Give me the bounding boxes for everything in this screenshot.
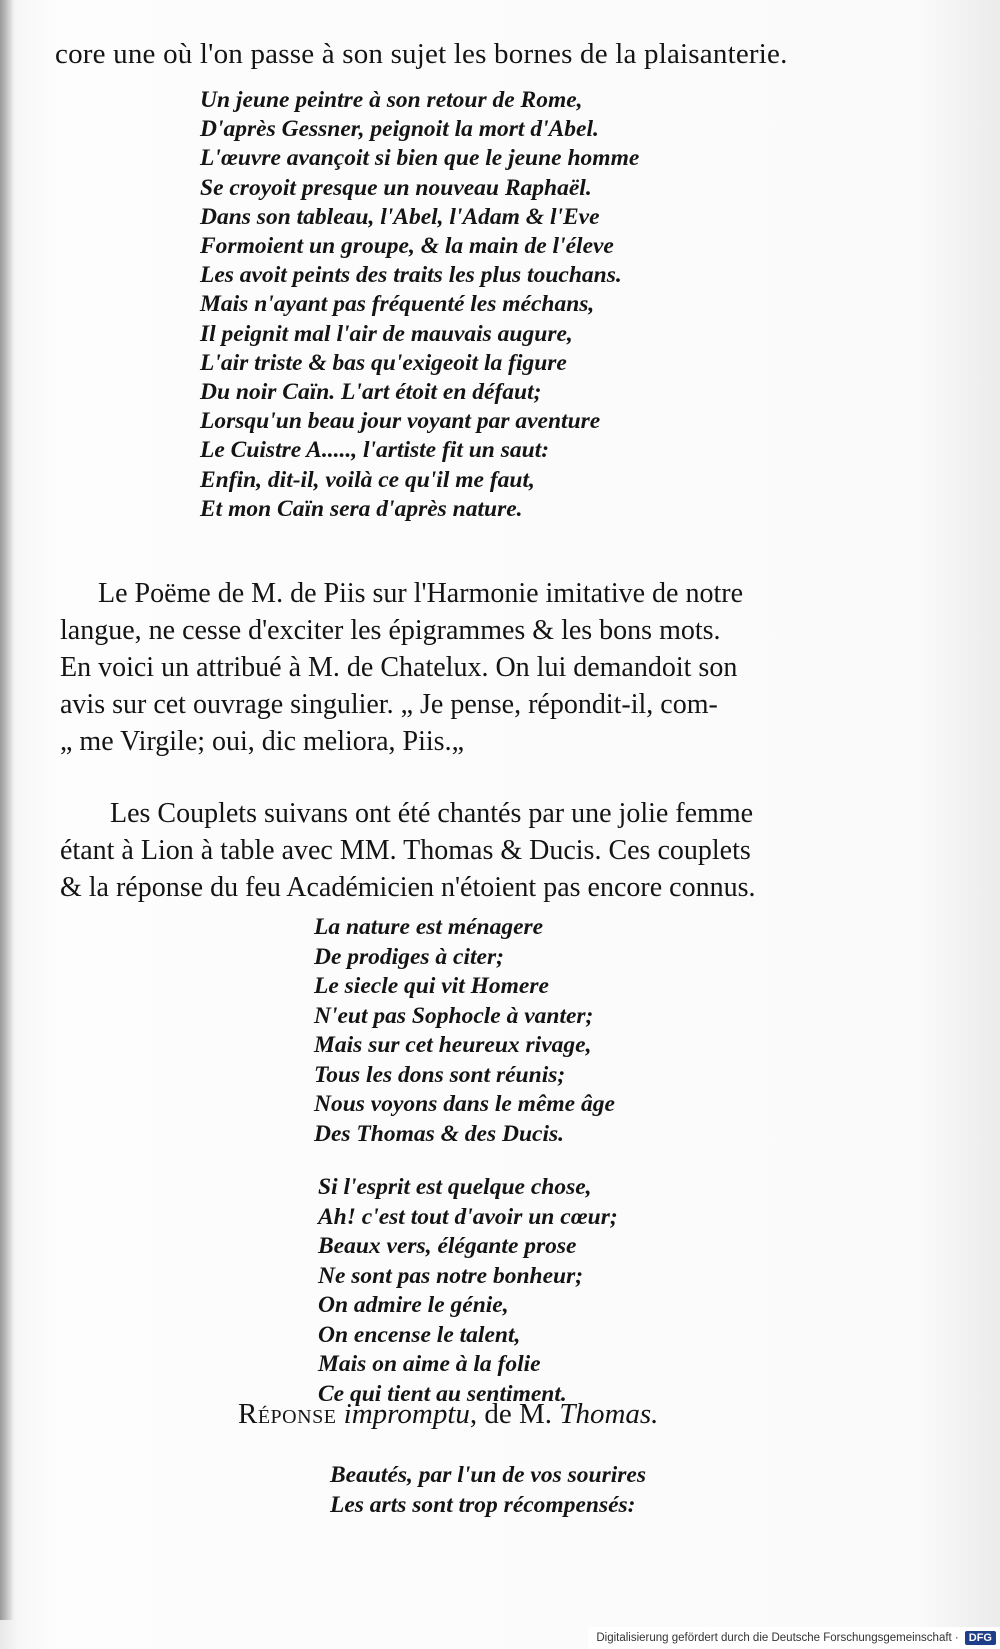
verse-line: Lorsqu'un beau jour voyant par aventure <box>200 408 601 435</box>
prose-line: Les Couplets suivans ont été chantés par une jolie femme <box>110 798 754 829</box>
prose-line: avis sur cet ouvrage singulier. „ Je pense, répondit-il, com- <box>60 689 718 720</box>
verse-line: Le Cuistre A....., l'artiste fit un saut: <box>200 437 550 464</box>
prose-line: En voici un attribué à M. de Chatelux. On lui demandoit son <box>60 652 738 683</box>
verse-line: On admire le génie, <box>318 1292 509 1318</box>
verse-line: Les arts sont trop récompensés: <box>330 1492 636 1518</box>
prose-line: „ me Virgile; oui, dic meliora, Piis.„ <box>60 726 464 757</box>
verse-line: On encense le talent, <box>318 1321 521 1348</box>
heading-word-impromptu: impromptu <box>343 1398 470 1430</box>
verse-line: Se croyoit presque un nouveau Raphaël. <box>200 174 592 201</box>
verse-line: Formoient un groupe, & la main de l'éleve <box>200 233 614 260</box>
verse-line: Si l'esprit est quelque chose, <box>318 1174 592 1200</box>
verse-line: Il peignit mal l'air de mauvais augure, <box>200 320 573 347</box>
paragraph-piis <box>60 575 960 760</box>
response-heading <box>238 1398 658 1431</box>
verse-line: D'après Gessner, peignoit la mort d'Abel. <box>200 116 599 143</box>
heading-author-name: Thomas. <box>559 1398 659 1430</box>
verse-line: Mais n'ayant pas fréquenté les méchans, <box>200 291 595 318</box>
prose-line: & la réponse du feu Académicien n'étoient pas encore connus. <box>60 872 756 903</box>
verse-line: Mais on aime à la folie <box>318 1351 541 1377</box>
prose-line: Le Poëme de M. de Piis sur l'Harmonie imitative de notre <box>98 578 744 609</box>
verse-line: Des Thomas & des Ducis. <box>314 1120 565 1147</box>
verse-line: Nous voyons dans le même âge <box>314 1091 615 1117</box>
verse-line: Ce qui tient au sentiment. <box>318 1380 567 1407</box>
footer-credit-text: Digitalisierung gefördert durch die Deutsche Forschungsgemeinschaft · <box>596 1632 959 1644</box>
verse-response <box>330 1460 646 1520</box>
dfg-logo-icon: DFG <box>965 1631 996 1645</box>
verse-line: Ah! c'est tout d'avoir un cœur; <box>318 1203 618 1230</box>
verse-line: Et mon Caïn sera d'après nature. <box>200 495 523 522</box>
verse-line: L'air triste & bas qu'exigeoit la figure <box>200 349 567 376</box>
verse-couplet-1 <box>314 913 615 1149</box>
verse-line: Un jeune peintre à son retour de Rome, <box>200 87 583 113</box>
verse-line: Le siecle qui vit Homere <box>314 973 549 999</box>
verse-line: De prodiges à citer; <box>314 943 504 970</box>
verse-couplet-2 <box>318 1173 618 1409</box>
verse-line: Du noir Caïn. L'art étoit en défaut; <box>200 379 542 406</box>
binding-shadow <box>0 0 14 1620</box>
verse-line: Beautés, par l'un de vos sourires <box>330 1462 646 1488</box>
verse-line: Mais sur cet heureux rivage, <box>314 1032 592 1058</box>
verse-line: Dans son tableau, l'Abel, l'Adam & l'Eve <box>200 203 600 230</box>
paragraph-couplets <box>60 795 960 906</box>
verse-line: Enfin, dit-il, voilà ce qu'il me faut, <box>200 466 535 493</box>
verse-line: N'eut pas Sophocle à vanter; <box>314 1002 594 1029</box>
verse-line: Les avoit peints des traits les plus touchans. <box>200 262 622 289</box>
prose-line: étant à Lion à table avec MM. Thomas & Ducis. Ces couplets <box>60 835 751 866</box>
verse-line: La nature est ménagere <box>314 914 544 940</box>
verse-line: Tous les dons sont réunis; <box>314 1061 566 1088</box>
verse-line: Ne sont pas notre bonheur; <box>318 1262 584 1289</box>
digitization-footer <box>588 1627 1000 1649</box>
heading-author-prefix: , de M. <box>469 1398 553 1430</box>
verse-line: L'œuvre avançoit si bien que le jeune homme <box>200 145 640 172</box>
verse-line: Beaux vers, élégante prose <box>318 1233 577 1259</box>
heading-word-reponse: Réponse <box>238 1398 337 1430</box>
top-line: core une où l'on passe à son sujet les bornes de la plaisanterie. <box>55 38 788 70</box>
prose-line: langue, ne cesse d'exciter les épigrammes & les bons mots. <box>60 615 721 646</box>
verse-abel <box>200 86 639 524</box>
